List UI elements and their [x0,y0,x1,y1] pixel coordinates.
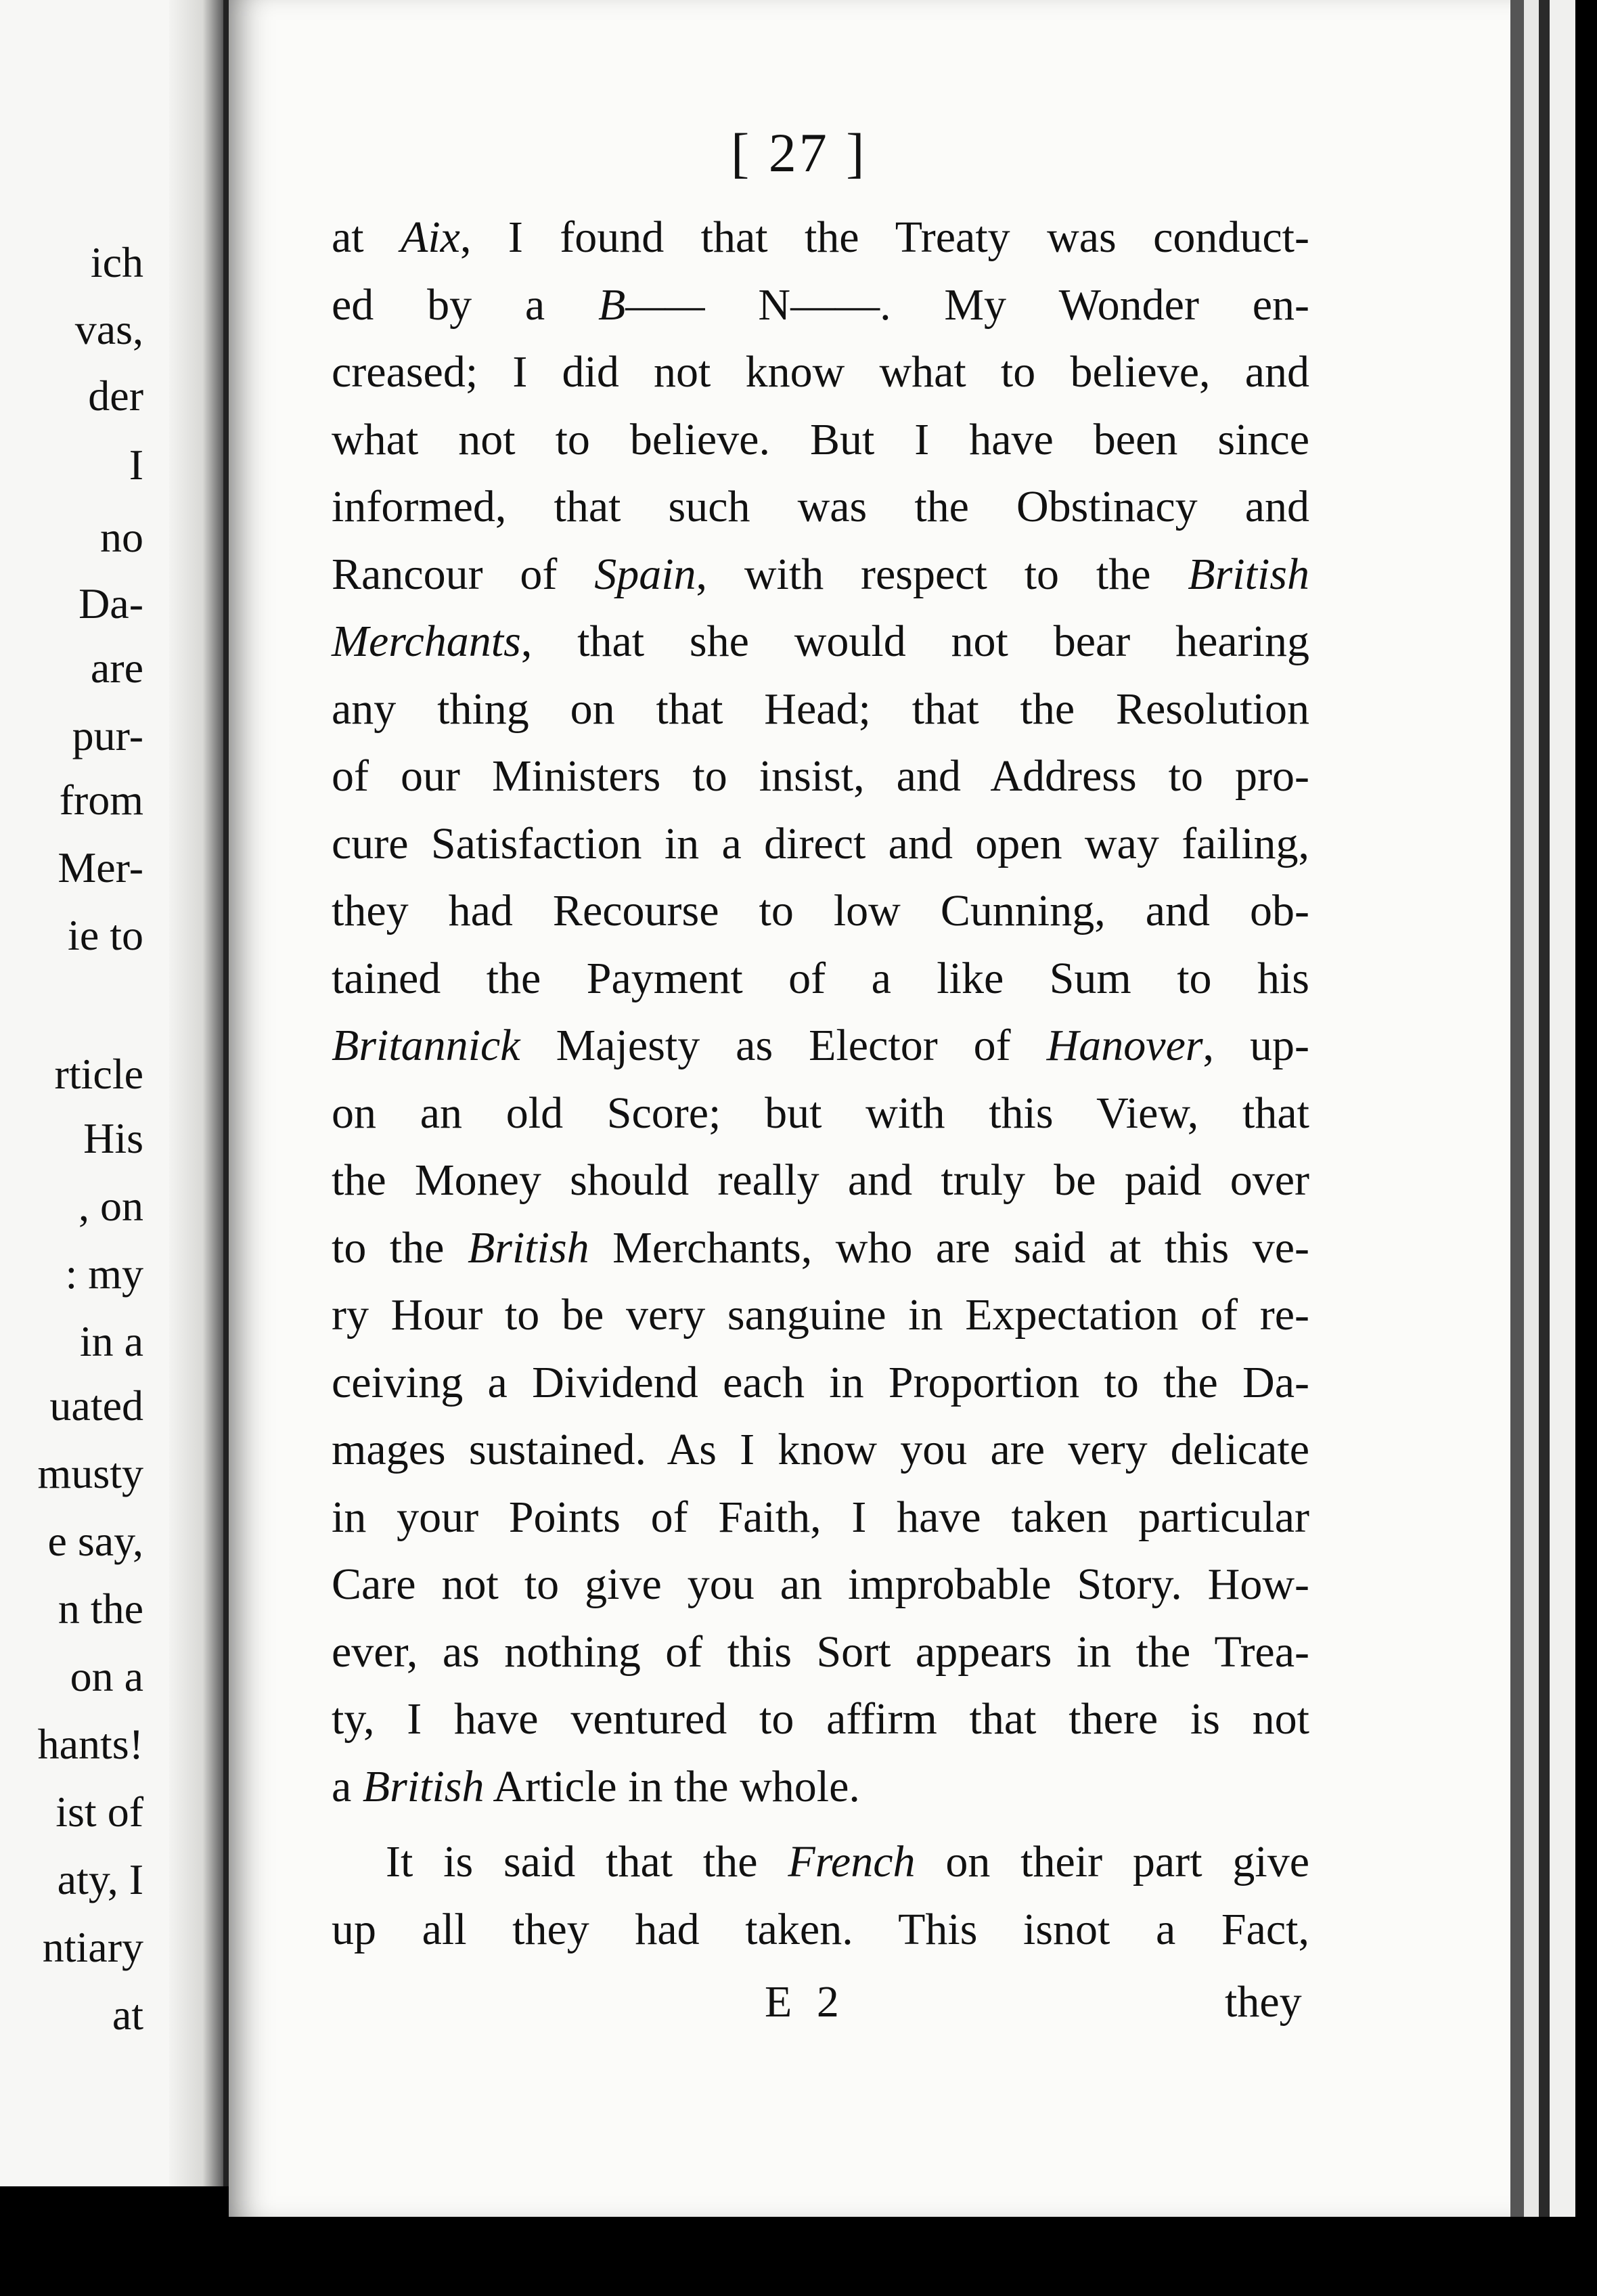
text-segment: tained the Payment of a like Sum to his [332,953,1309,1003]
text-segment: they had Recourse to low Cunning, and ob- [332,886,1309,935]
left-page-fragment: ist of [55,1788,143,1836]
italic-text: British [1188,549,1309,599]
left-page-fragment: I [129,441,143,489]
text-segment: , with respect to the [696,549,1188,599]
text-segment: ry Hour to be very sanguine in Expectation of re- [332,1290,1309,1340]
text-line [332,1155,1309,1205]
text-line [332,1023,1309,1068]
page-edge [1550,0,1575,2247]
italic-text: B—— [598,280,705,330]
left-page-fragment: Mer- [58,843,143,891]
left-page-fragment: in a [79,1317,143,1365]
left-page-fragment: ie to [68,911,143,959]
text-line [332,414,1309,464]
text-segment: to the [332,1222,468,1273]
left-page-fragment: vas, [74,305,143,353]
text-segment: Merchants, who are said at this ve- [589,1222,1310,1273]
text-line [332,1222,1310,1273]
left-page-fragment: : my [65,1250,143,1298]
italic-text: Aix [401,213,460,262]
text-segment: , I found that the Treaty was conduct- [459,213,1309,262]
text-segment: , that she would not bear hearing [520,617,1309,666]
italic-text: Britannick [332,1021,520,1070]
text-line [332,818,1309,868]
catchword: they [1225,1977,1302,2027]
text-line [332,1425,1309,1474]
left-page-fragment: at [112,1991,143,2039]
left-page-fragment: pur- [72,711,143,759]
left-page-fragment: hants! [37,1720,143,1768]
italic-text: British [362,1761,485,1811]
text-line [332,1492,1309,1542]
page-number: [ 27 ] [731,122,868,183]
text-segment: the Money should really and truly be paid over [332,1155,1309,1205]
italic-text: Spain [594,549,696,599]
text-line [332,1627,1309,1677]
text-line [332,549,1309,599]
text-line [332,1290,1309,1340]
text-line [332,1904,1309,1954]
text-segment: creased; I did not know what to believe, and [332,347,1309,397]
left-page-fragment: e say, [47,1517,143,1565]
text-line [332,1694,1309,1744]
left-page-fragment: Da- [78,579,143,627]
text-segment: on an old Score; but with this View, that [332,1088,1309,1138]
left-page-fragment: uated [49,1382,143,1430]
text-line [332,1357,1309,1407]
text-line [332,215,1309,260]
text-segment: a [332,1761,363,1811]
text-line [332,482,1309,531]
text-segment: It is said that the [386,1837,788,1886]
text-segment: of our Ministers to insist, and Address to pro- [332,751,1309,801]
left-page-fragment: ich [90,238,143,286]
text-line [332,280,1309,330]
text-line [332,1761,1309,1811]
left-page-fragment: from [59,776,143,824]
text-segment: ed by a [332,280,598,330]
text-segment: up all they had taken. This isnot a Fact, [332,1904,1309,1954]
italic-text: British [467,1222,589,1273]
text-segment: any thing on that Head; that the Resolution [332,684,1309,734]
text-segment: cure Satisfaction in a direct and open way failing, [332,818,1309,868]
left-page [0,0,229,2186]
page-edge [1510,0,1524,2227]
page-edge [1539,0,1550,2240]
text-line [332,751,1309,801]
italic-text: Merchants [332,617,521,666]
text-segment: Majesty as Elector of [520,1021,1047,1070]
text-segment: in your Points of Faith, I have taken particular [332,1492,1309,1542]
left-page-fragment: on a [70,1652,143,1700]
text-segment: ty, I have ventured to affirm that there is not [332,1694,1309,1744]
text-line [332,684,1309,734]
scanner-background [0,2217,1597,2296]
signature-mark: E 2 [765,1977,846,2027]
text-segment: Article in the whole. [484,1761,860,1811]
text-segment: , up- [1202,1021,1309,1070]
text-line [332,347,1309,397]
left-page-fragment: n the [58,1585,143,1633]
text-line [332,953,1309,1003]
italic-text: French [788,1837,916,1886]
left-page-fragment: ntiary [42,1923,143,1971]
text-line [332,1837,1309,1886]
text-segment: ever, as nothing of this Sort appears in the Trea- [332,1627,1309,1677]
text-segment: Care not to give you an improbable Story. How- [332,1560,1309,1609]
page-edge [1524,0,1539,2234]
left-page-fragment: His [83,1114,143,1162]
left-page-gutter-shadow [169,0,229,2186]
text-line [332,619,1309,664]
text-line [332,1562,1309,1607]
left-page-fragment: der [88,372,143,420]
text-segment: informed, that such was the Obstinacy and [332,482,1309,531]
text-segment: Rancour of [332,549,595,599]
left-page-fragment: are [90,644,143,692]
text-segment: N——. My Wonder en- [704,280,1309,330]
text-line [332,1088,1309,1138]
text-segment: mages sustained. As I know you are very delicate [332,1425,1309,1474]
left-page-fragment: rticle [54,1050,143,1098]
italic-text: Hanover [1046,1021,1203,1070]
left-page-fragment: no [100,513,143,561]
left-page-fragment: musty [37,1449,143,1497]
text-segment: at [332,213,401,262]
text-segment: on their part give [915,1837,1309,1886]
left-page-fragment: aty, I [57,1855,143,1903]
text-segment: what not to believe. But I have been since [332,414,1309,464]
text-segment: ceiving a Dividend each in Proportion to the Da- [332,1357,1309,1407]
left-page-fragment: , on [78,1182,143,1230]
text-line [332,886,1309,935]
